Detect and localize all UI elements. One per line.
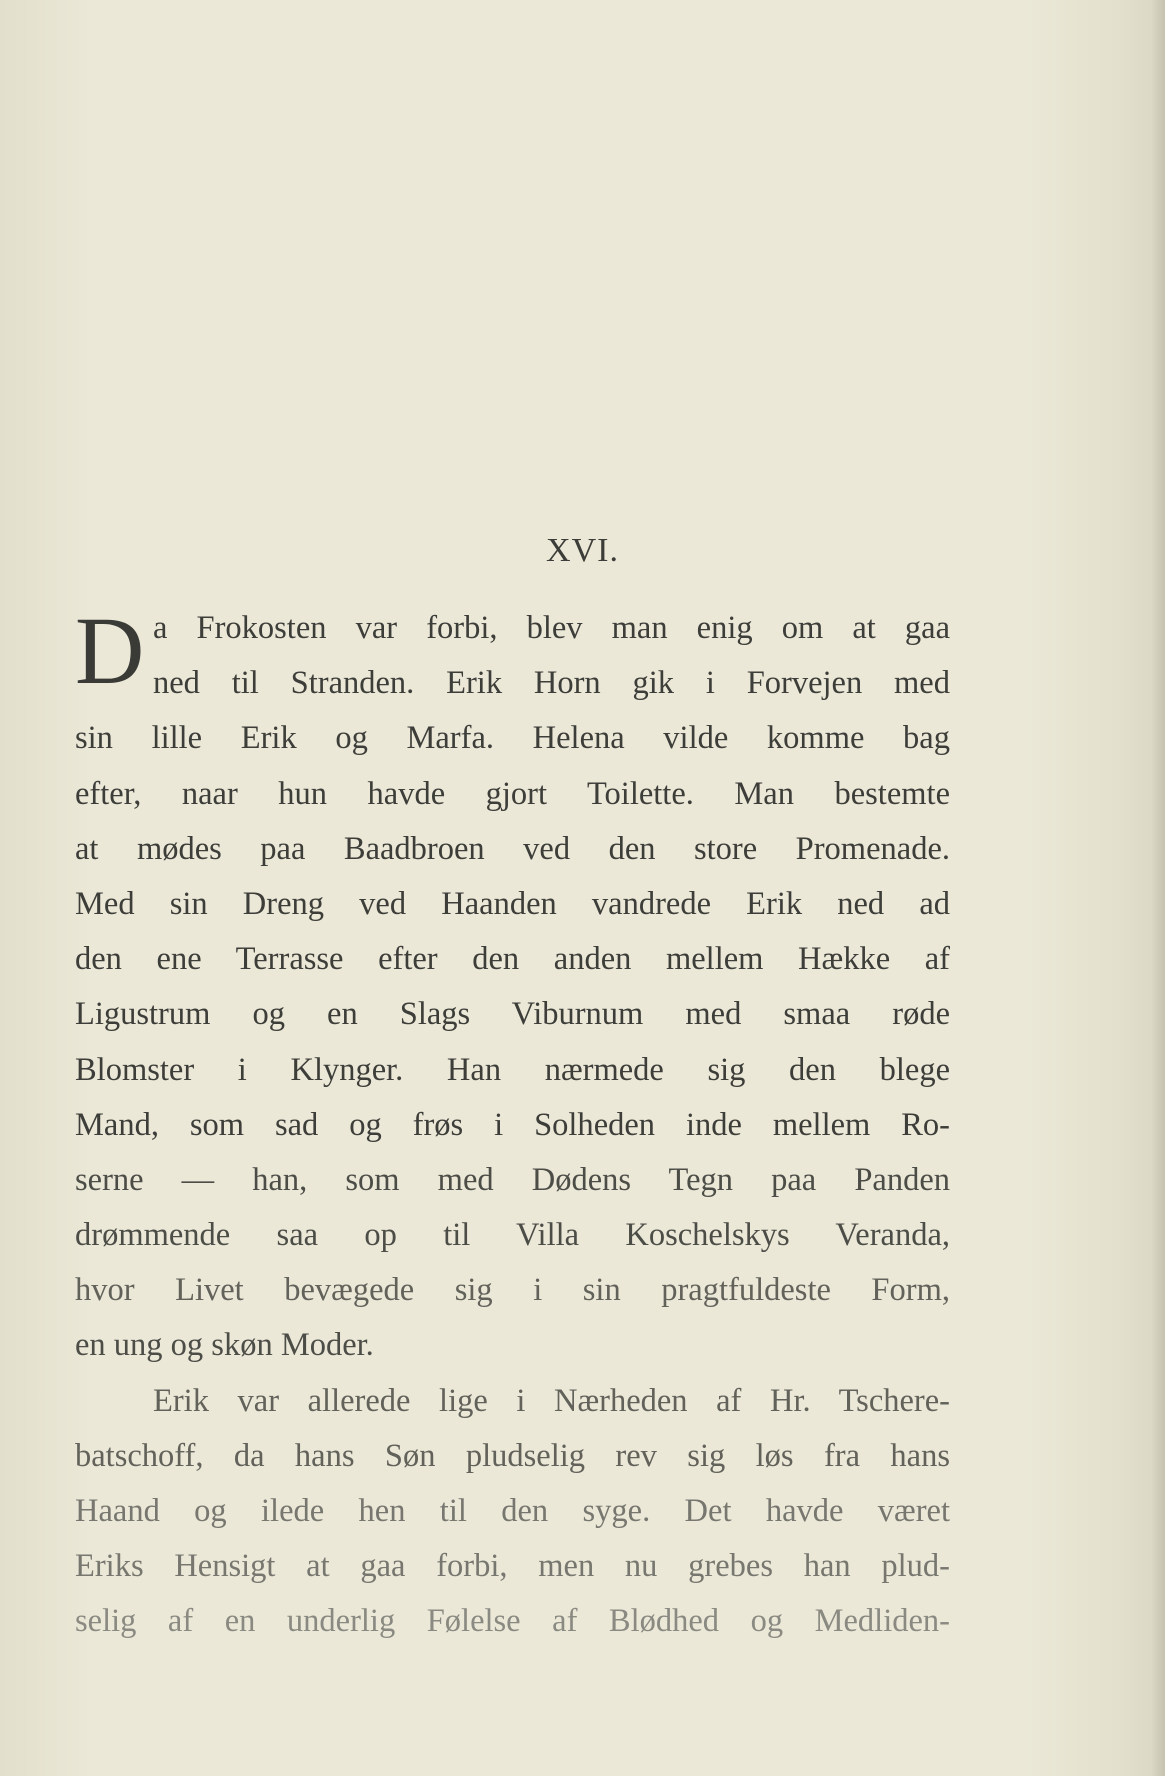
text-line: Haand og ilede hen til den syge. Det havde været bbox=[75, 1493, 950, 1529]
text-line: selig af en underlig Følelse af Blødhed og Medliden- bbox=[75, 1603, 950, 1640]
text-line: Blomster i Klynger. Han nærmede sig den blege bbox=[75, 1051, 950, 1088]
text-line: en ung og skøn Moder. bbox=[75, 1327, 374, 1364]
text-line: Mand, som sad og frøs i Solheden inde mellem Ro- bbox=[75, 1106, 950, 1143]
text-line: ned til Stranden. Erik Horn gik i Forvejen med bbox=[153, 665, 950, 702]
text-line: serne — han, som med Dødens Tegn paa Panden bbox=[75, 1161, 950, 1198]
page-edge-shadow bbox=[1151, 0, 1165, 1776]
text-line: hvor Livet bevægede sig i sin pragtfuldeste Form, bbox=[75, 1272, 950, 1309]
text-line: batschoff, da hans Søn pludselig rev sig løs fra hans bbox=[75, 1437, 950, 1474]
text-line: Ligustrum og en Slags Viburnum med smaa røde bbox=[75, 996, 950, 1033]
drop-capital: D bbox=[75, 597, 145, 704]
text-line: Med sin Dreng ved Haanden vandrede Erik ned ad bbox=[75, 885, 950, 922]
text-line: a Frokosten var forbi, blev man enig om at gaa bbox=[153, 610, 950, 646]
text-line: den ene Terrasse efter den anden mellem Hække af bbox=[75, 941, 950, 978]
text-line: efter, naar hun havde gjort Toilette. Man bestemte bbox=[75, 775, 950, 812]
text-line: Erik var allerede lige i Nærheden af Hr. Tschere- bbox=[153, 1382, 950, 1419]
text-line: at mødes paa Baadbroen ved den store Promenade. bbox=[75, 830, 950, 867]
chapter-heading: XVI. bbox=[546, 532, 619, 569]
text-line: sin lille Erik og Marfa. Helena vilde komme bag bbox=[75, 720, 950, 757]
text-line: Eriks Hensigt at gaa forbi, men nu grebes han plud- bbox=[75, 1548, 950, 1585]
text-line: drømmende saa op til Villa Koschelskys Veranda, bbox=[75, 1217, 950, 1254]
body-text bbox=[75, 597, 950, 1650]
